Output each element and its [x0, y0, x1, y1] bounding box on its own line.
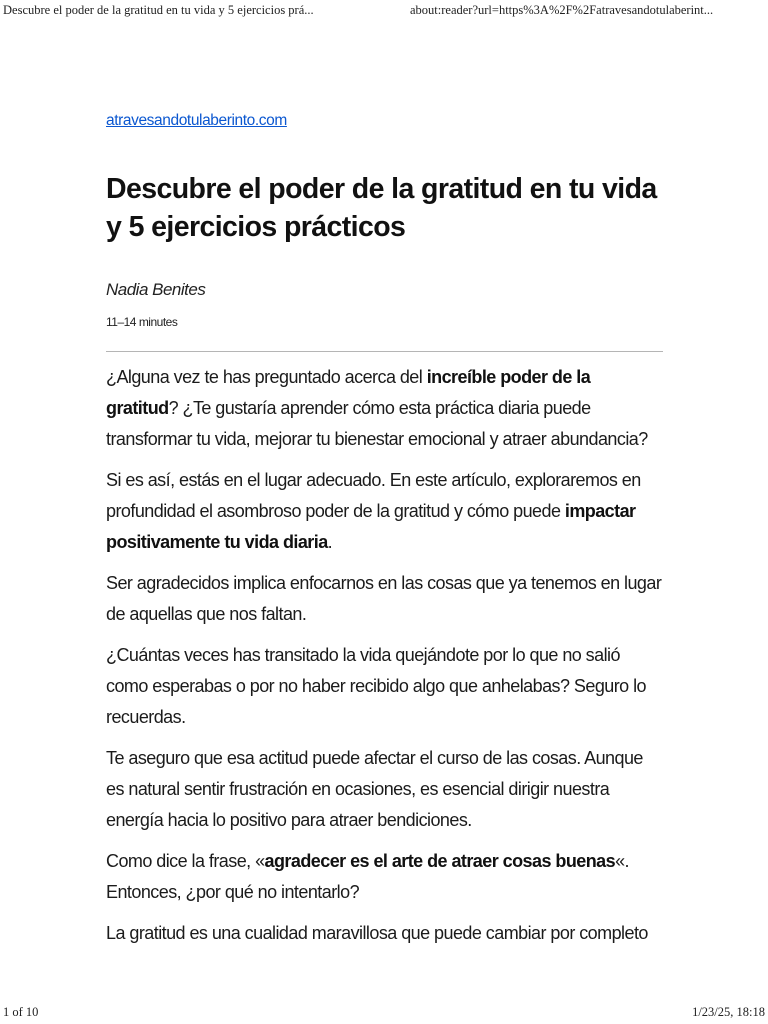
- bold-phrase: agradecer es el arte de atraer cosas buenas: [264, 851, 616, 871]
- paragraph: Ser agradecidos implica enfocarnos en las cosas que ya tenemos en lugar de aquellas que nos faltan.: [106, 573, 662, 624]
- paragraph: Te aseguro que esa actitud puede afectar el curso de las cosas. Aunque es natural sentir frustración en ocasiones, es esencial dirigir nuestra energía hacia lo positivo para atraer bendiciones.: [106, 748, 643, 830]
- paragraph: Como dice la frase, «agradecer es el arte de atraer cosas buenas«. Entonces, ¿por qué no intentarlo?: [106, 851, 630, 902]
- paragraph: Si es así, estás en el lugar adecuado. En este artículo, exploraremos en profundidad el asombroso poder de la gratitud y cómo puede impactar positivamente tu vida diaria.: [106, 470, 641, 552]
- source-domain-link[interactable]: atravesandotulaberinto.com: [106, 112, 287, 129]
- print-page-title: Descubre el poder de la gratitud en tu vida y 5 ejercicios prá...: [3, 3, 314, 17]
- print-footer: [0, 1002, 768, 1024]
- paragraph: ¿Cuántas veces has transitado la vida quejándote por lo que no salió como esperabas o por no haber recibido algo que anhelabas? Seguro lo recuerdas.: [106, 645, 647, 727]
- bold-phrase: increíble poder de la gratitud: [106, 367, 591, 418]
- bold-phrase: impactar positivamente tu vida diaria: [106, 501, 636, 552]
- paragraph: ¿Alguna vez te has preguntado acerca del increíble poder de la gratitud? ¿Te gustaría aprender cómo esta práctica diaria puede transformar tu vida, mejorar tu bienestar emocional y atraer abundancia?: [106, 367, 648, 449]
- article-content: [106, 362, 663, 949]
- article-title: Descubre el poder de la gratitud en tu vida y 5 ejercicios prácticos: [106, 173, 657, 243]
- paragraph: La gratitud es una cualidad maravillosa que puede cambiar por completo: [106, 923, 648, 943]
- print-page-url: about:reader?url=https%3A%2F%2Fatravesandotulaberint...: [410, 3, 714, 17]
- article-author: Nadia Benites: [106, 280, 206, 299]
- header-separator: [106, 351, 663, 352]
- reading-time: 11–14 minutes: [106, 315, 178, 329]
- print-header: [0, 0, 768, 22]
- print-datetime: 1/23/25, 18:18: [692, 1005, 765, 1019]
- reader-article: [106, 112, 663, 959]
- page-indicator: 1 of 10: [3, 1005, 39, 1019]
